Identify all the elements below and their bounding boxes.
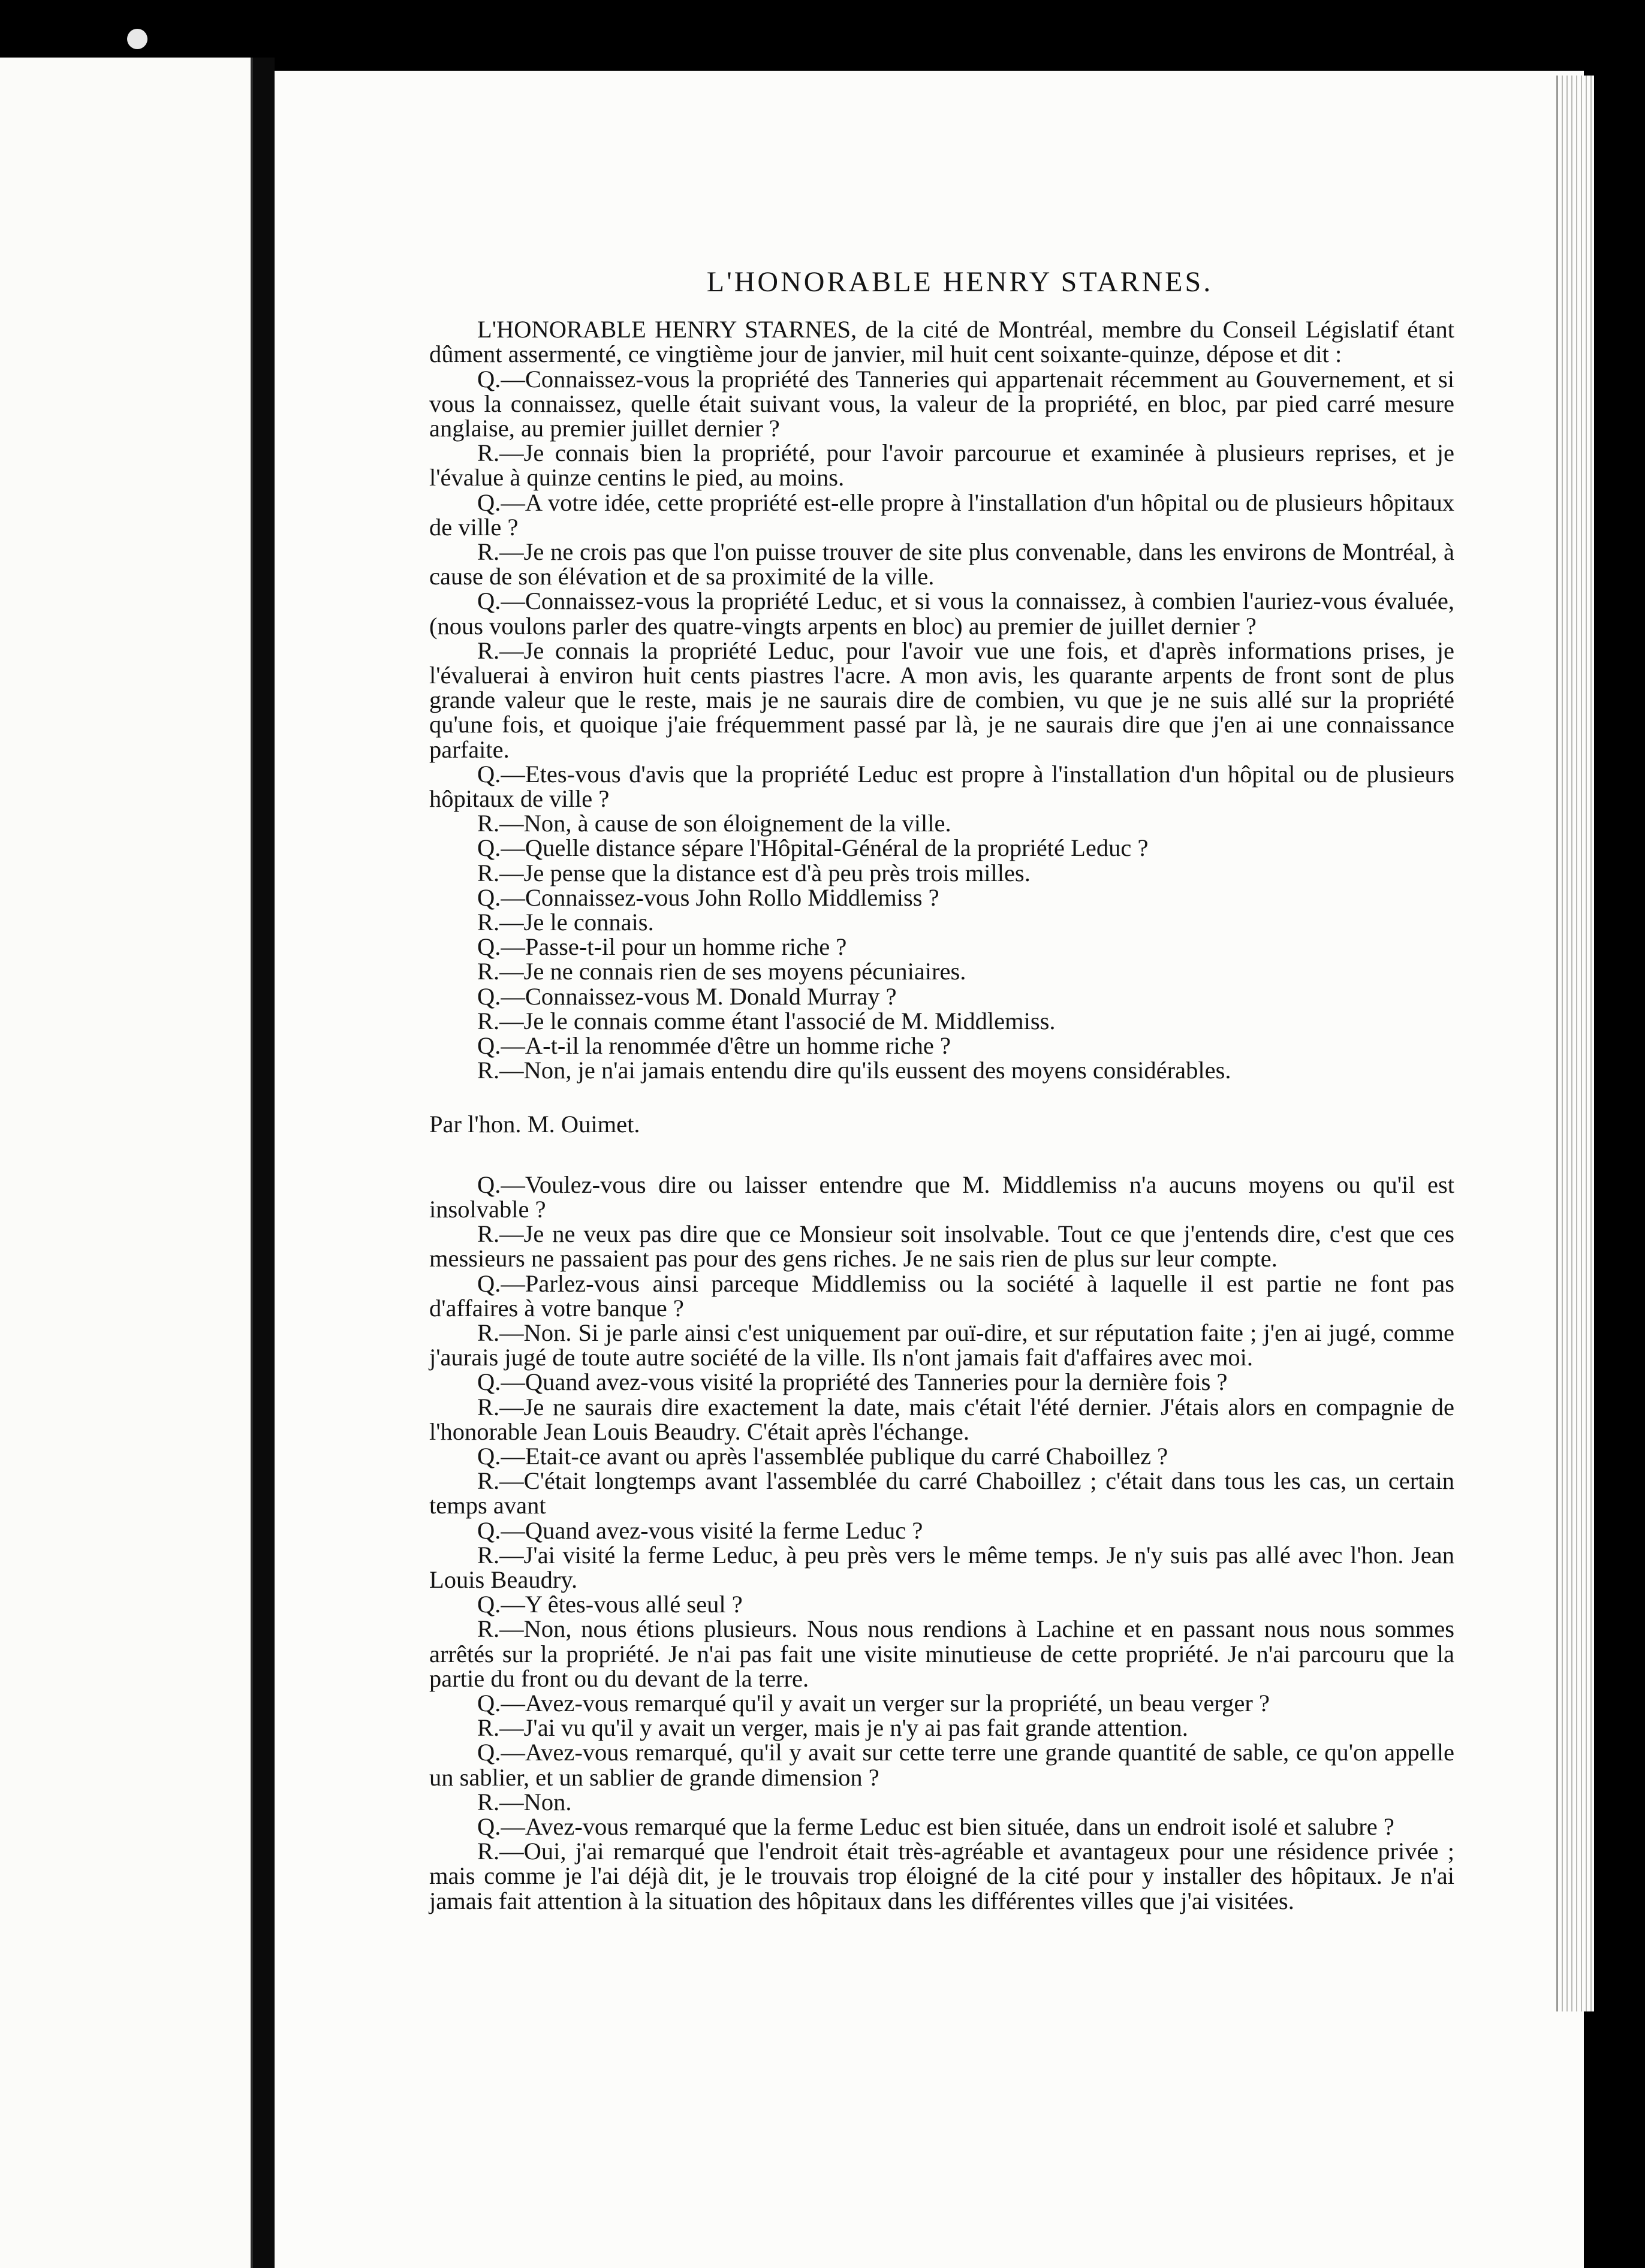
answer-paragraph: R.—Non. Si je parle ainsi c'est uniquement par ouï-dire, et sur réputation faite ; j'en ai jugé, comme j'aurais jugé de toute autre société de la ville. Ils n'ont jamais fait d'affaires avec moi. <box>429 1319 1454 1371</box>
answer-paragraph: R.—Je le connais. <box>477 909 654 936</box>
answer-paragraph: R.—C'était longtemps avant l'assemblée du carré Chaboillez ; c'était dans tous les cas, un certain temps avant <box>429 1467 1454 1519</box>
question-paragraph: Q.—A votre idée, cette propriété est-elle propre à l'installation d'un hôpital ou de plusieurs hôpitaux de ville ? <box>429 488 1454 541</box>
answer-paragraph: R.—Non, nous étions plusieurs. Nous nous rendions à Lachine et en passant nous nous sommes arrêtés sur la propriété. Je n'ai pas fait une visite minutieuse de cette propriété. Je n'ai parcouru que la partie du front ou du devant de la terre. <box>429 1615 1454 1692</box>
question-paragraph: Q.—Avez-vous remarqué que la ferme Leduc est bien située, dans un endroit isolé et salubre ? <box>477 1812 1394 1840</box>
answer-paragraph: R.—Non. <box>477 1788 572 1815</box>
answer-paragraph: R.—Je le connais comme étant l'associé de M. Middlemiss. <box>477 1007 1056 1035</box>
left-page-margin <box>0 58 253 2268</box>
section-heading: Par l'hon. M. Ouimet. <box>429 1110 640 1138</box>
question-paragraph: Q.—Connaissez-vous M. Donald Murray ? <box>477 982 897 1010</box>
answer-paragraph: R.—Je connais bien la propriété, pour l'avoir parcourue et examinée à plusieurs reprises, et je l'évalue à quinze centins le pied, au moins. <box>429 439 1454 491</box>
document-body <box>429 266 1454 1914</box>
answer-paragraph: R.—Je pense que la distance est d'à peu près trois milles. <box>477 859 1031 886</box>
film-speck <box>127 29 147 49</box>
answer-paragraph: R.—Je ne connais rien de ses moyens pécuniaires. <box>477 958 966 985</box>
question-paragraph: Q.—Avez-vous remarqué, qu'il y avait sur cette terre une grande quantité de sable, ce qu'on appelle un sablier, et un sablier de grande dimension ? <box>429 1739 1454 1791</box>
question-paragraph: Q.—Quand avez-vous visité la ferme Leduc ? <box>477 1516 923 1544</box>
page-gutter <box>253 58 275 2268</box>
question-paragraph: Q.—Etait-ce avant ou après l'assemblée publique du carré Chaboillez ? <box>477 1442 1168 1470</box>
question-paragraph: Q.—Voulez-vous dire ou laisser entendre que M. Middlemiss n'a aucuns moyens ou qu'il est insolvable ? <box>429 1171 1454 1223</box>
answer-paragraph: R.—Non, à cause de son éloignement de la ville. <box>477 810 951 837</box>
question-paragraph: Q.—Etes-vous d'avis que la propriété Leduc est propre à l'installation d'un hôpital ou de plusieurs hôpitaux de ville ? <box>429 760 1454 813</box>
question-paragraph: Q.—A-t-il la renommée d'être un homme riche ? <box>477 1032 951 1060</box>
answer-paragraph: R.—J'ai vu qu'il y avait un verger, mais je n'y ai pas fait grande attention. <box>477 1714 1188 1742</box>
page-title: L'HONORABLE HENRY STARNES. <box>706 266 1213 298</box>
question-paragraph: Q.—Passe-t-il pour un homme riche ? <box>477 933 847 961</box>
answer-paragraph: R.—Je ne crois pas que l'on puisse trouver de site plus convenable, dans les environs de Montréal, à cause de son élévation et de sa proximité de la ville. <box>429 538 1454 590</box>
question-paragraph: Q.—Quand avez-vous visité la propriété des Tanneries pour la dernière fois ? <box>477 1368 1228 1396</box>
deposition-intro: L'HONORABLE HENRY STARNES, de la cité de Montréal, membre du Conseil Législatif étant dûment assermenté, ce vingtième jour de janvier, mil huit cent soixante-quinze, dépose et dit : <box>429 316 1454 368</box>
question-paragraph: Q.—Y êtes-vous allé seul ? <box>477 1591 743 1618</box>
answer-paragraph: R.—Non, je n'ai jamais entendu dire qu'ils eussent des moyens considérables. <box>477 1057 1231 1084</box>
question-paragraph: Q.—Parlez-vous ainsi parceque Middlemiss ou la société à laquelle il est partie ne font pas d'affaires à votre banque ? <box>429 1269 1454 1322</box>
question-paragraph: Q.—Connaissez-vous la propriété Leduc, et si vous la connaissez, à combien l'auriez-vous évaluée, (nous voulons parler des quatre-vingts arpents en bloc) au premier de juillet dernier ? <box>429 587 1454 640</box>
question-paragraph: Q.—Quelle distance sépare l'Hôpital-Général de la propriété Leduc ? <box>477 834 1149 862</box>
answer-paragraph: R.—Je connais la propriété Leduc, pour l'avoir vue une fois, et d'après informations prises, je l'évaluerai à environ huit cents piastres l'acre. A mon avis, les quarante arpents de front sont de plus grande valeur que le reste, mais je ne saurais dire de combien, vu que je ne suis allé sur la propriété qu'une fois, et quoique j'aie fréquemment passé par là, je ne saurais dire que j'en ai une connaissance parfaite. <box>429 637 1454 763</box>
page-edge-stack <box>1556 76 1594 2011</box>
answer-paragraph: R.—Je ne veux pas dire que ce Monsieur soit insolvable. Tout ce que j'entends dire, c'est que ces messieurs ne passaient pas pour des gens riches. Je ne sais rien de plus sur leur compte. <box>429 1220 1454 1272</box>
question-paragraph: Q.—Avez-vous remarqué qu'il y avait un verger sur la propriété, un beau verger ? <box>477 1689 1270 1717</box>
answer-paragraph: R.—Je ne saurais dire exactement la date, mais c'était l'été dernier. J'étais alors en compagnie de l'honorable Jean Louis Beaudry. C'était après l'échange. <box>429 1393 1454 1445</box>
question-paragraph: Q.—Connaissez-vous la propriété des Tanneries qui appartenait récemment au Gouvernement, et si vous la connaissez, quelle était suivant vous, la valeur de la propriété, en bloc, par pied carré mesure anglaise, au premier juillet dernier ? <box>429 365 1454 442</box>
answer-paragraph: R.—J'ai visité la ferme Leduc, à peu près vers le même temps. Je n'y suis pas allé avec l'hon. Jean Louis Beaudry. <box>429 1541 1454 1593</box>
answer-paragraph: R.—Oui, j'ai remarqué que l'endroit était très-agréable et avantageux pour une résidence privée ; mais comme je l'ai déjà dit, je le trouvais trop éloigné de la cité pour y installer des hôpitaux. Je n'ai jamais fait attention à la situation des hôpitaux dans les différentes villes que j'ai visitées. <box>429 1838 1454 1914</box>
question-paragraph: Q.—Connaissez-vous John Rollo Middlemiss ? <box>477 883 939 911</box>
